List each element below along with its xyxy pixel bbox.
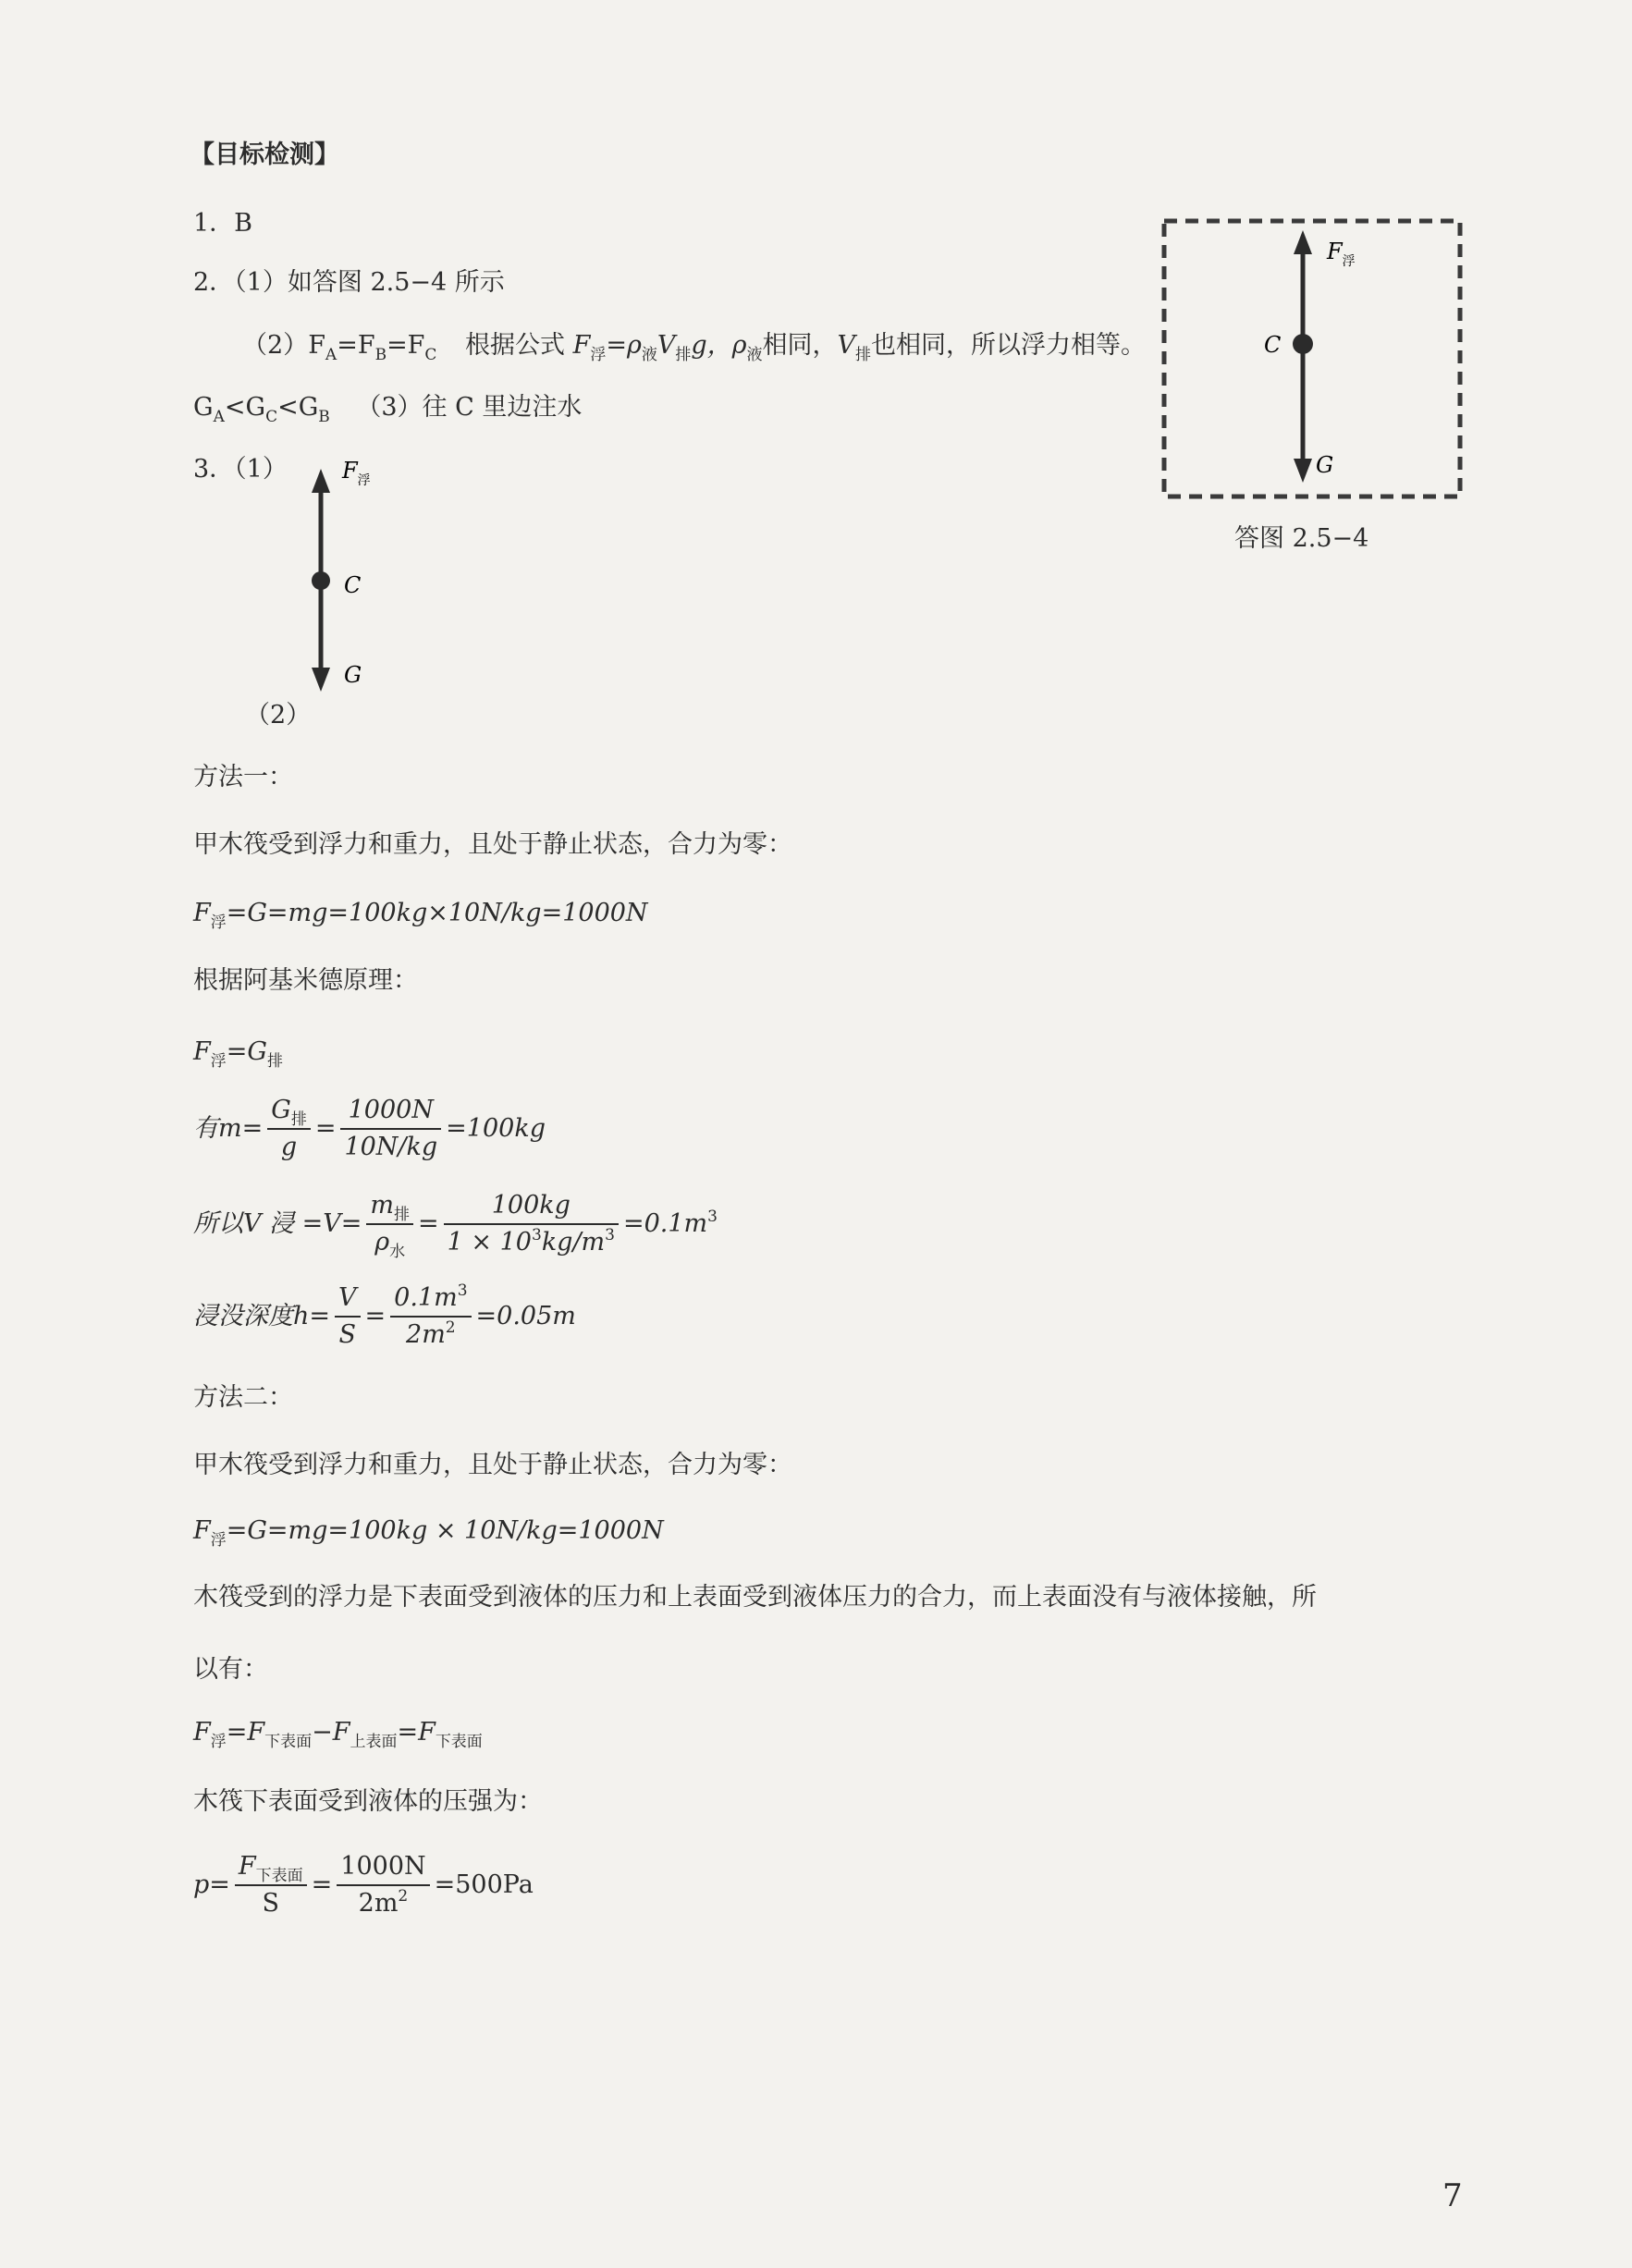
- page-number: 7: [1442, 2177, 1463, 2214]
- method-2-line-3: 以有：: [193, 1655, 268, 1684]
- gravity-label: G: [344, 662, 362, 688]
- force-diagram-box: [1160, 217, 1470, 504]
- gravity-arrow-head: [312, 668, 330, 692]
- buoyancy-label: $F_浮$: [342, 458, 371, 488]
- figure-caption: 答图 2.5−4: [1234, 524, 1369, 553]
- answer-1: 1．B: [193, 209, 253, 238]
- method-1-eq-2: $F_浮=G_排$: [193, 1037, 283, 1071]
- answer-2-line-1: 2．（1）如答图 2.5−4 所示: [193, 268, 505, 297]
- center-point: [312, 571, 330, 590]
- method-2-line-4: 木筏下表面受到液体的压强为：: [193, 1787, 543, 1816]
- method-1-eq-5: 浸没深度h= $\frac{V}{S}$ = $\frac{0.1m^3}{2m^2}$ =0.05m: [193, 1281, 576, 1350]
- answer-2-line-2: $(2)F_A=F_B=F_C$ 根据公式 $F_浮=\rho_液V_排g$，$\rho_液$相同，$V_排$也相同，所以浮力相等。: [242, 331, 1147, 364]
- answer-2-line-3: $G_A<G_C<G_B$ （3）往 C 里边注水: [193, 393, 583, 426]
- method-1-line-1: 甲木筏受到浮力和重力，且处于静止状态，合力为零：: [193, 830, 792, 859]
- method-1-eq-1: $F_浮=G=mg=100kg\times 10N/kg=1000N$: [193, 899, 648, 932]
- dashed-frame: [1164, 221, 1460, 497]
- method-1-eq-3: 有m= $\frac{G_排}{g}$ = $\frac{1000N}{10N/kg}$ =100kg: [193, 1096, 546, 1162]
- buoyancy-arrow-head: [1294, 230, 1312, 254]
- center-label: C: [1264, 332, 1282, 358]
- method-1-title: 方法一：: [193, 763, 293, 791]
- method-2-line-1: 甲木筏受到浮力和重力，且处于静止状态，合力为零：: [193, 1451, 792, 1479]
- center-label: C: [344, 572, 362, 598]
- answer-3-label-2: （2）: [245, 701, 312, 729]
- method-2-eq-3: p= $\frac{F_{下表面}}{S}$ = $\frac{1000N}{2m^2}$ =500Pa: [193, 1852, 534, 1919]
- force-diagram-small: [296, 458, 407, 698]
- center-point: [1293, 334, 1313, 354]
- method-2-title: 方法二：: [193, 1383, 293, 1412]
- gravity-label: G: [1316, 452, 1334, 478]
- answer-3-label-1: 3．（1）: [193, 455, 288, 484]
- method-2-eq-1: $F_浮=G=mg=100kg \times 10N/kg=1000N$: [193, 1516, 664, 1550]
- gravity-arrow-head: [1294, 459, 1312, 483]
- method-1-line-2: 根据阿基米德原理：: [193, 966, 418, 995]
- section-heading: 【目标检测】: [190, 141, 339, 169]
- method-2-line-2: 木筏受到的浮力是下表面受到液体的压力和上表面受到液体压力的合力，而上表面没有与液体接触，所: [193, 1583, 1317, 1612]
- method-2-eq-2: $F_浮=F_{下表面}-F_{上表面}=F_{下表面}$: [193, 1718, 483, 1751]
- buoyancy-arrow-head: [312, 469, 330, 493]
- method-1-eq-4: 所以V 浸 =V= $\frac{m_排}{\rho_水}$ = $\frac{100kg}{1 \times 10^3kg/m^3}$ $=0.1m^3$: [193, 1191, 718, 1262]
- buoyancy-label: $F_浮$: [1327, 239, 1356, 269]
